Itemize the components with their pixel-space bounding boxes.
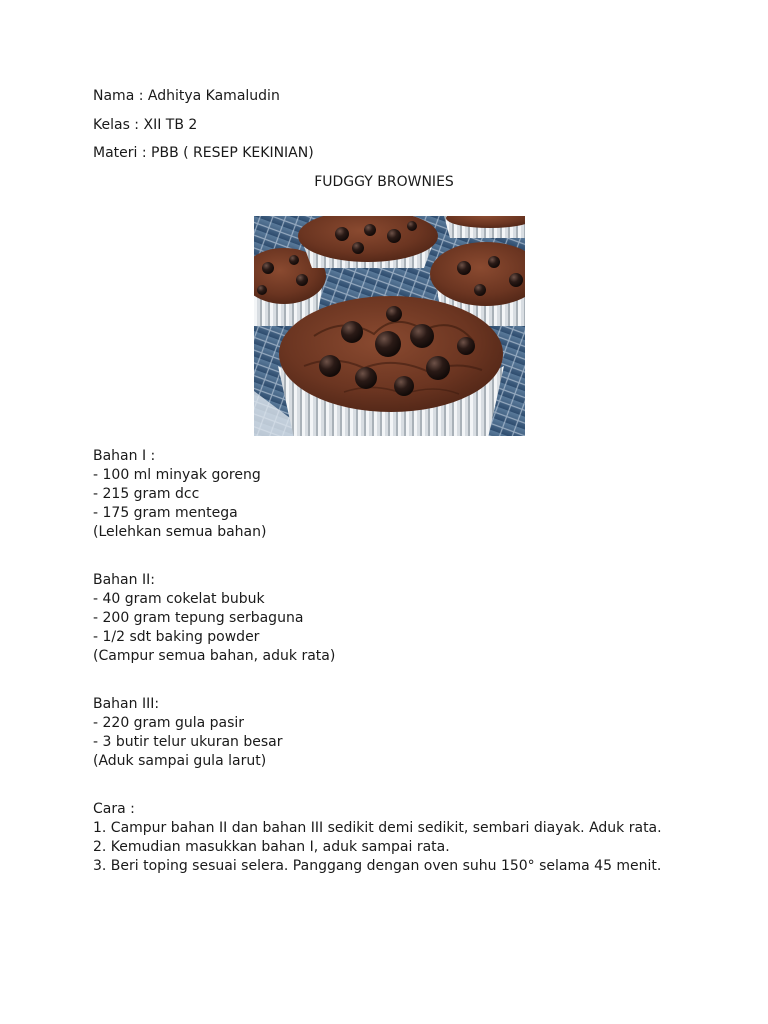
list-item: - 1/2 sdt baking powder xyxy=(93,629,260,645)
student-name: Nama : Adhitya Kamaludin xyxy=(93,88,280,104)
step-item: 2. Kemudian masukkan bahan I, aduk sampai rata. xyxy=(93,839,450,855)
brownies-photo xyxy=(254,216,525,436)
recipe-title: FUDGGY BROWNIES xyxy=(314,174,454,190)
bahan-1-section xyxy=(93,447,266,542)
list-item: - 215 gram dcc xyxy=(93,486,200,502)
list-item: - 200 gram tepung serbaguna xyxy=(93,610,304,626)
bahan-3-section xyxy=(93,695,283,771)
list-item: - 175 gram mentega xyxy=(93,505,238,521)
bahan-2-note: (Campur semua bahan, aduk rata) xyxy=(93,648,336,664)
list-item: - 3 butir telur ukuran besar xyxy=(93,734,283,750)
student-class: Kelas : XII TB 2 xyxy=(93,117,198,133)
bahan-2-heading: Bahan II: xyxy=(93,572,155,588)
step-item: 3. Beri toping sesuai selera. Panggang dengan oven suhu 150° selama 45 menit. xyxy=(93,858,662,874)
bahan-3-note: (Aduk sampai gula larut) xyxy=(93,753,267,769)
bahan-1-heading: Bahan I : xyxy=(93,448,156,464)
subject-material: Materi : PBB ( RESEP KEKINIAN) xyxy=(93,145,314,161)
cara-section xyxy=(93,800,662,876)
bahan-2-section xyxy=(93,571,335,666)
step-item: 1. Campur bahan II dan bahan III sedikit demi sedikit, sembari diayak. Aduk rata. xyxy=(93,820,662,836)
bahan-1-note: (Lelehkan semua bahan) xyxy=(93,524,267,540)
cara-heading: Cara : xyxy=(93,801,135,817)
list-item: - 220 gram gula pasir xyxy=(93,715,245,731)
bahan-3-heading: Bahan III: xyxy=(93,696,160,712)
list-item: - 40 gram cokelat bubuk xyxy=(93,591,265,607)
list-item: - 100 ml minyak goreng xyxy=(93,467,261,483)
